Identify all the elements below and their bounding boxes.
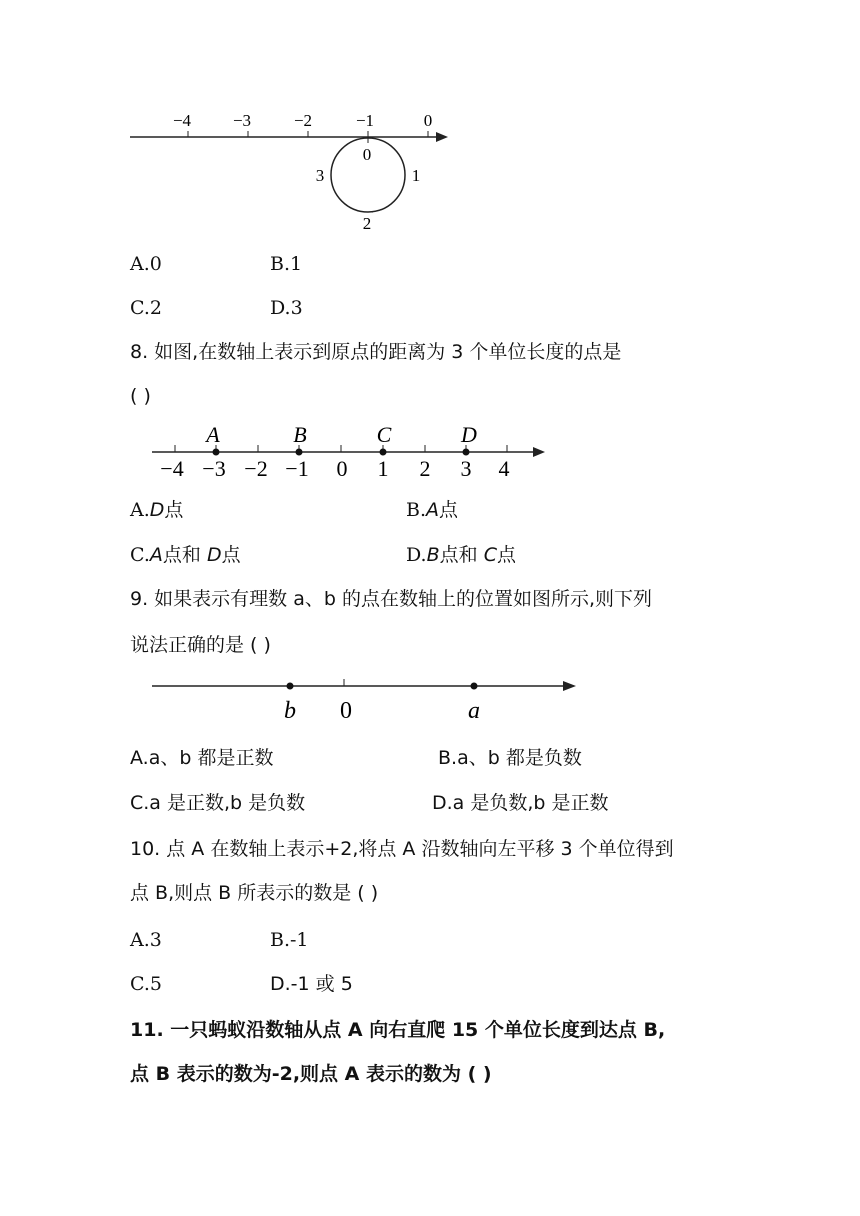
q7-option-d: D.3 <box>270 297 303 319</box>
q8-option-b: B.A点 <box>406 499 459 521</box>
point-b <box>296 449 303 456</box>
q7-option-b: B.1 <box>270 253 303 275</box>
q11-question-line1: 11. 一只蚂蚁沿数轴从点 A 向右直爬 15 个单位长度到达点 B, <box>130 1019 666 1041</box>
tick-label: −4 <box>160 456 184 481</box>
q9-option-a: A.a、b 都是正数 <box>130 747 274 769</box>
q9-option-c: C.a 是正数,b 是负数 <box>130 792 306 814</box>
tick-label: 4 <box>498 456 510 481</box>
q10-option-a: A.3 <box>130 929 162 951</box>
point-b <box>287 683 294 690</box>
axis-label: −3 <box>232 111 252 130</box>
circle-label-0: 0 <box>362 145 372 164</box>
point-label-d: D <box>461 422 477 447</box>
circle-label-1: 1 <box>411 166 421 185</box>
q8-number-line-figure <box>140 418 560 484</box>
q10-option-d: D.-1 或 5 <box>270 973 353 995</box>
q8-question-text: 8. 如图,在数轴上表示到原点的距离为 3 个单位长度的点是 <box>130 341 622 363</box>
q10-option-b: B.-1 <box>270 929 309 951</box>
circle-label-3: 3 <box>315 166 325 185</box>
tick-label: −1 <box>285 456 309 481</box>
axis-label: −1 <box>355 111 375 130</box>
circle-label-2: 2 <box>362 214 372 233</box>
number-line-circle-figure <box>120 100 460 240</box>
origin-label: 0 <box>340 698 352 724</box>
point-c <box>380 449 387 456</box>
axis-label: −4 <box>172 111 192 130</box>
point-label-b: B <box>293 422 307 447</box>
tick-label: 1 <box>377 456 389 481</box>
axis-label: 0 <box>423 111 433 130</box>
q9-number-line-figure <box>140 670 590 726</box>
q8-option-d: D.B点和 C点 <box>406 544 516 566</box>
q9-option-b: B.a、b 都是负数 <box>438 747 582 769</box>
q7-option-a: A.0 <box>130 253 162 275</box>
q9-option-d: D.a 是负数,b 是正数 <box>432 792 609 814</box>
tick-label: −3 <box>202 456 226 481</box>
q8-option-c: C.A点和 D点 <box>130 544 241 566</box>
q10-question-line2: 点 B,则点 B 所表示的数是 ( ) <box>130 882 379 904</box>
point-a <box>213 449 220 456</box>
axis-label: −2 <box>293 111 313 130</box>
tick-label: −2 <box>244 456 268 481</box>
q9-question-line2: 说法正确的是 ( ) <box>130 634 271 656</box>
point-label-a: a <box>468 698 480 724</box>
q10-option-c: C.5 <box>130 973 162 995</box>
q8-answer-paren: ( ) <box>130 385 151 407</box>
point-label-a: A <box>206 422 220 447</box>
tick-label: 0 <box>336 456 348 481</box>
point-label-c: C <box>376 422 392 447</box>
q9-question-line1: 9. 如果表示有理数 a、b 的点在数轴上的位置如图所示,则下列 <box>130 588 652 610</box>
tick-label: 2 <box>419 456 431 481</box>
tick-label: 3 <box>460 456 472 481</box>
point-label-b: b <box>284 698 296 724</box>
q11-question-line2: 点 B 表示的数为-2,则点 A 表示的数为 ( ) <box>130 1063 492 1085</box>
point-a <box>471 683 478 690</box>
q8-option-a: A.D点 <box>130 499 184 521</box>
q7-option-c: C.2 <box>130 297 162 319</box>
point-d <box>463 449 470 456</box>
q10-question-line1: 10. 点 A 在数轴上表示+2,将点 A 沿数轴向左平移 3 个单位得到 <box>130 838 674 860</box>
